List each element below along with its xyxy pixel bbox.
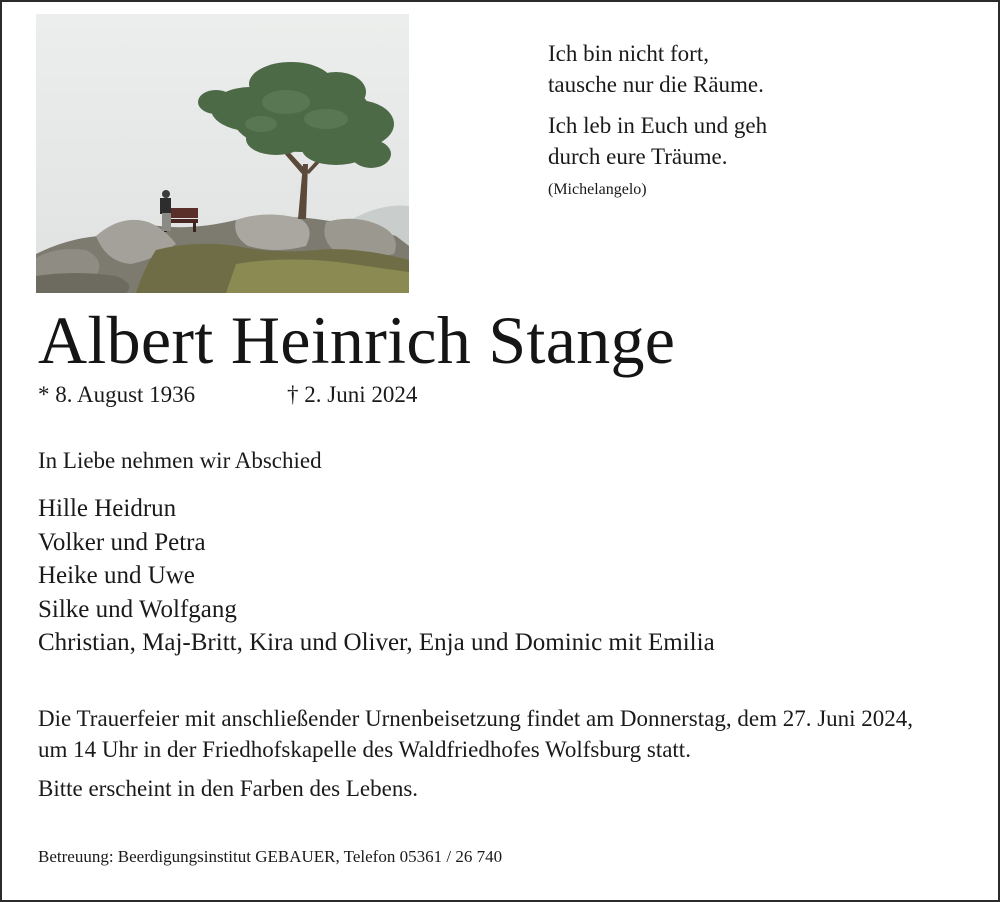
mourner-entry: Christian, Maj-Britt, Kira und Oliver, Enja und Dominic mit Emilia [38, 629, 715, 656]
undertaker-footer: Betreuung: Beerdigungsinstitut GEBAUER, Telefon 05361 / 26 740 [38, 847, 503, 866]
mourners-list [38, 492, 715, 660]
life-dates [38, 380, 418, 410]
poem-stanza-1 [548, 38, 767, 100]
poem-quote [548, 38, 767, 210]
deceased-name: Albert Heinrich Stange [38, 302, 676, 378]
poem-attribution: (Michelangelo) [548, 181, 647, 198]
mourner-entry: Silke und Wolfgang [38, 595, 237, 623]
tree-on-hill-image [36, 14, 409, 293]
poem-line: Ich bin nicht fort, [548, 41, 709, 66]
dress-request: Bitte erscheint in den Farben des Lebens. [38, 776, 419, 801]
service-info [38, 703, 938, 804]
poem-line: Ich leb in Euch und geh [548, 113, 768, 138]
mourner-entry: Hille Heidrun [38, 495, 177, 522]
service-text: Die Trauerfeier mit anschließender Urnenbeisetzung findet am Donnerstag, dem 27. Juni 2024, um 14 Uhr in der Friedhofskapelle des Waldfriedhofes Wolfsburg statt. [38, 706, 914, 762]
farewell-intro: In Liebe nehmen wir Abschied [38, 448, 322, 473]
mourner-entry: Heike und Uwe [38, 562, 195, 589]
poem-line: tausche nur die Räume. [548, 72, 764, 97]
mourner-entry: Volker und Petra [38, 528, 206, 556]
memorial-photo [36, 14, 409, 293]
birth-date: * 8. August 1936 [38, 382, 196, 407]
death-date: † 2. Juni 2024 [287, 382, 418, 407]
poem-line: durch eure Träume. [548, 144, 728, 169]
poem-stanza-2 [548, 110, 767, 172]
